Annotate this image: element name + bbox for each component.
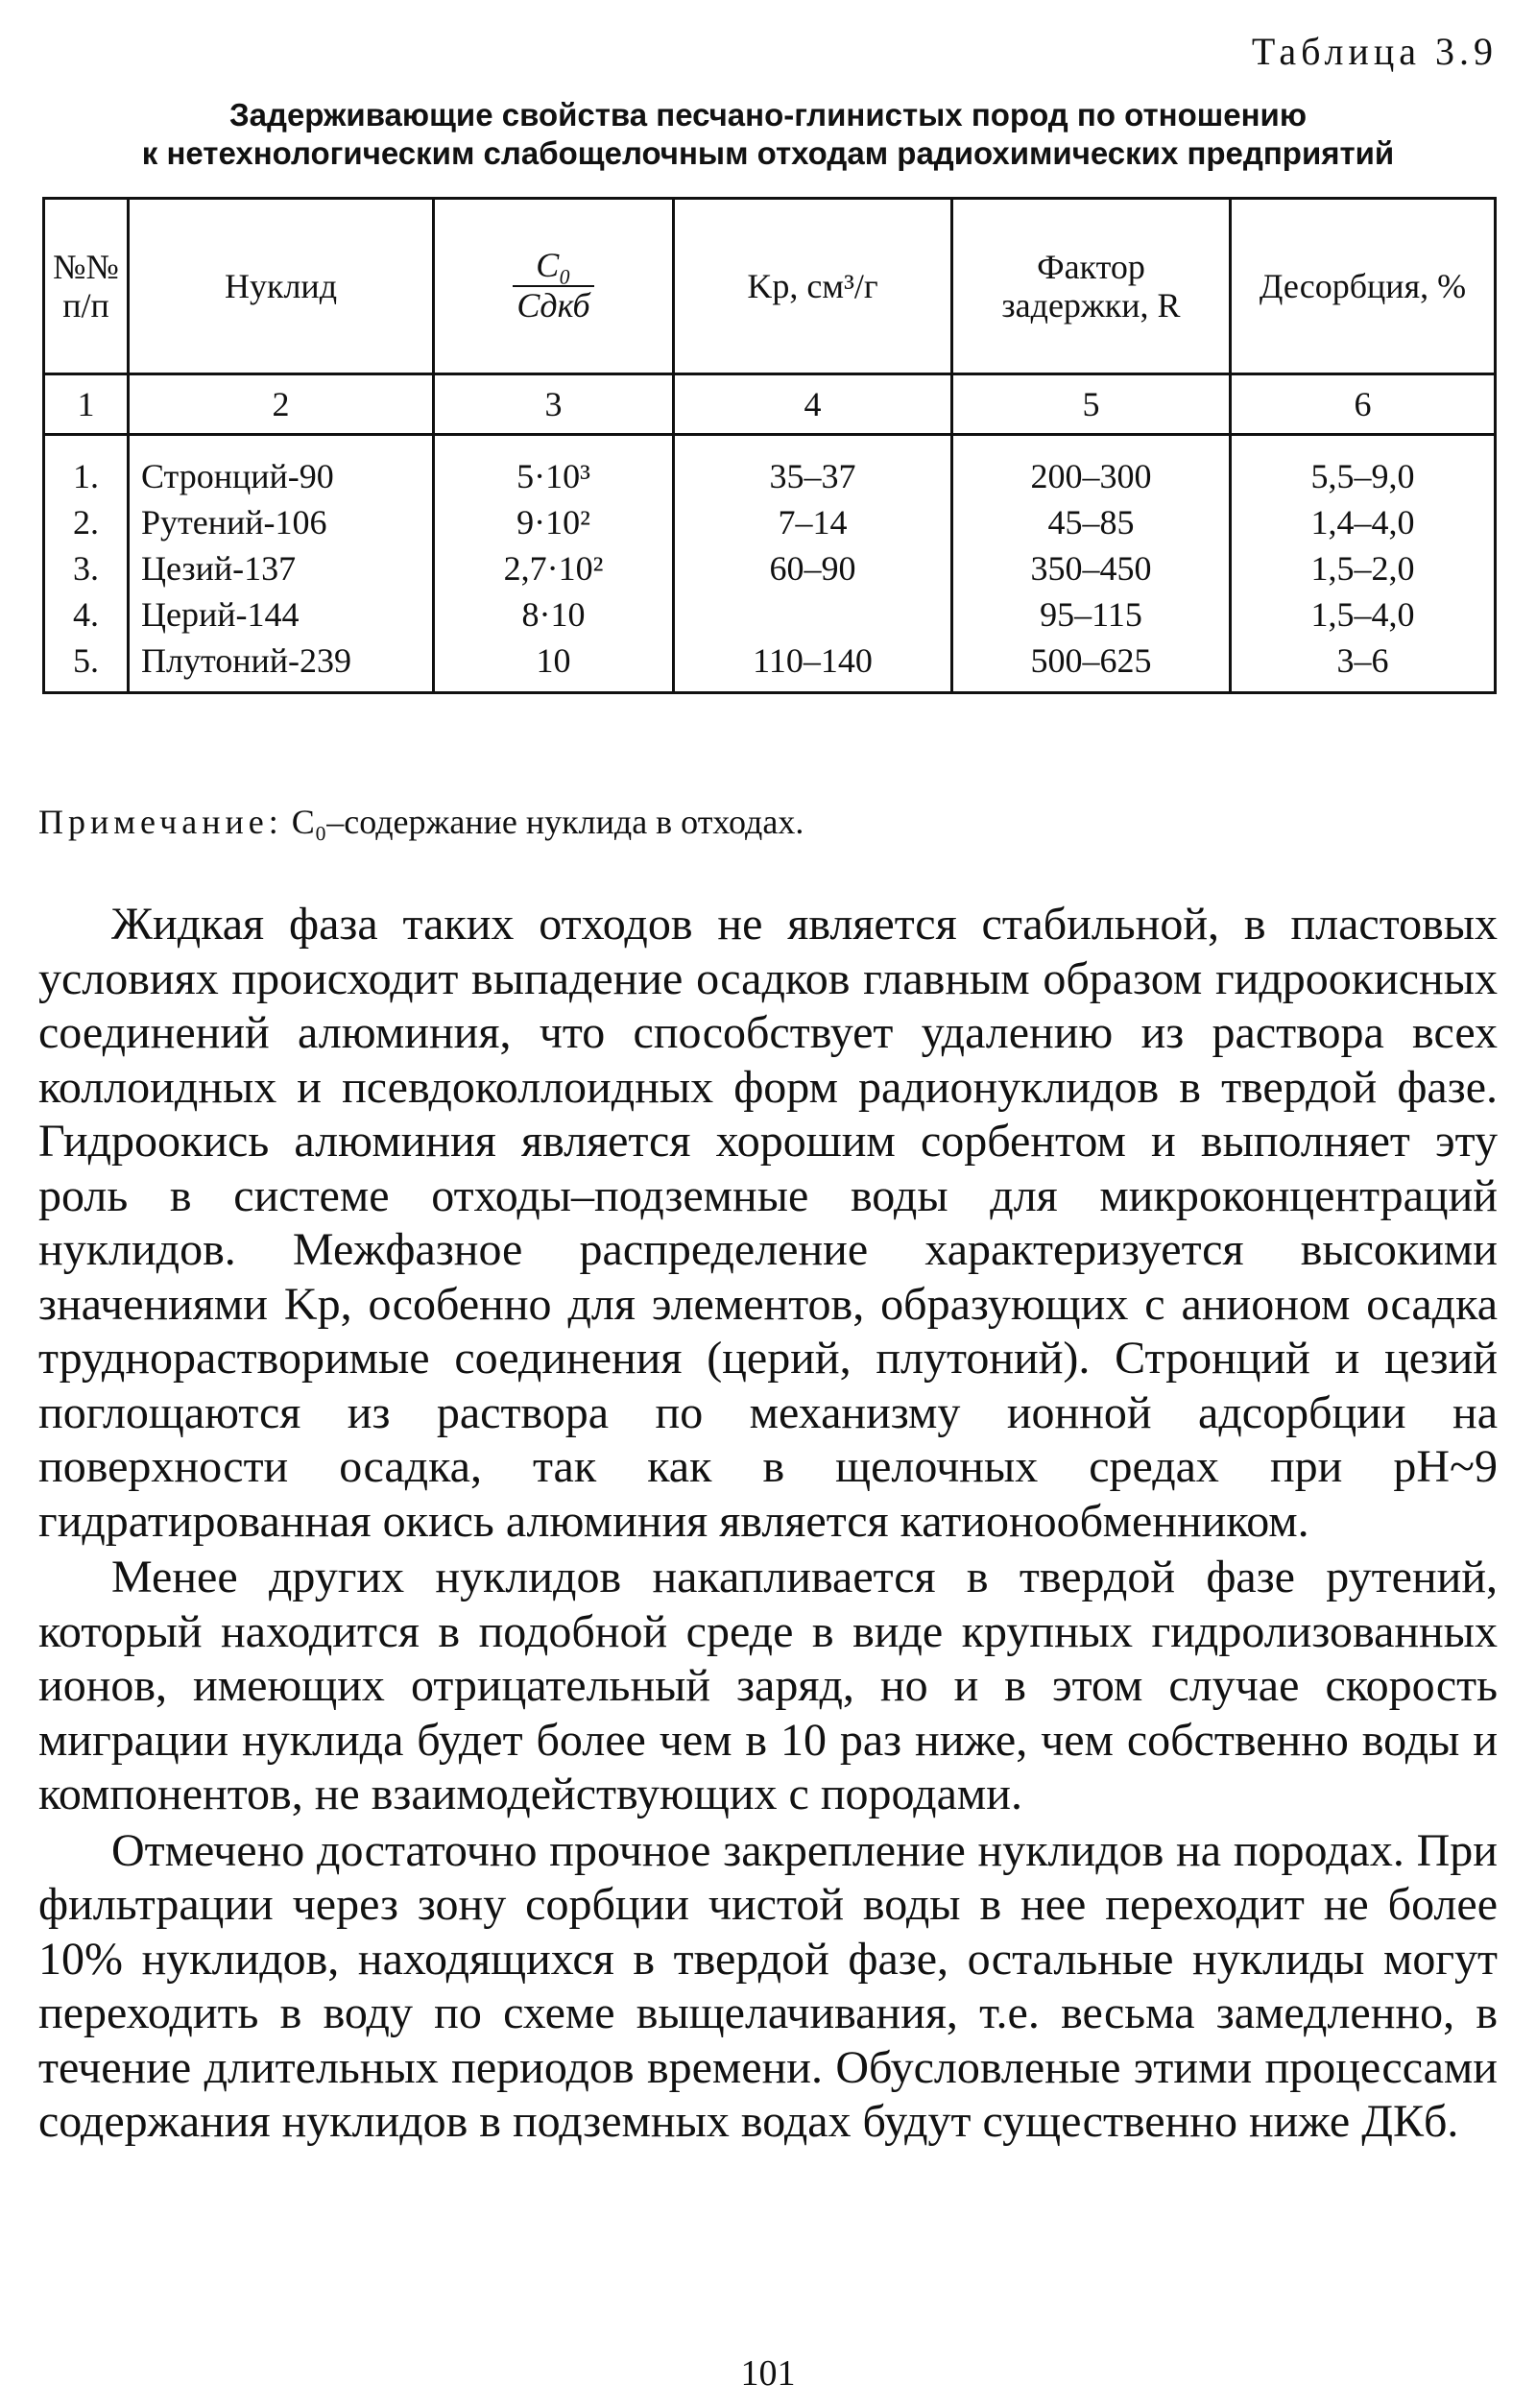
- note-text: C₀–содержание нуклида в отходах.: [291, 803, 804, 841]
- caption-line-2: к нетехнологическим слабощелочным отходам радиохимических предприятий: [141, 135, 1395, 171]
- paragraph: Менее других нуклидов накапливается в твердой фазе рутений, который находится в подобной среде в виде крупных гидролизованных ионов, имеющих отрицательный заряд, но и в этом случае скорость миграции нуклида будет более чем в 10 раз ниже, чем собственно воды и компонентов, не взаимодействующих с породами.: [38, 1552, 1498, 1819]
- retardation-value: 500–625: [952, 638, 1231, 693]
- desorption-value: 1,5–4,0: [1231, 591, 1496, 638]
- table-caption: [38, 96, 1498, 173]
- caption-line-1: Задерживающие свойства песчано-глинистых пород по отношению: [228, 97, 1308, 132]
- row-number: 2.: [44, 499, 129, 545]
- ratio-value: 9·10²: [434, 499, 674, 545]
- retardation-value: 350–450: [952, 545, 1231, 591]
- desorption-value: 1,4–4,0: [1231, 499, 1496, 545]
- ratio-value: 8·10: [434, 591, 674, 638]
- column-number: 4: [674, 374, 952, 435]
- col-header-num: №№ п/п: [44, 199, 129, 374]
- nuclide-name: Стронций-90: [129, 435, 434, 500]
- col-header-ratio: [434, 199, 674, 374]
- body-text: [38, 898, 1498, 2152]
- nuclide-name: Цезий-137: [129, 545, 434, 591]
- table-header-row: [44, 199, 1496, 374]
- desorption-value: 3–6: [1231, 638, 1496, 693]
- col-header-kp: Kр, см³/г: [674, 199, 952, 374]
- table-row: [44, 638, 1496, 693]
- retardation-value: 45–85: [952, 499, 1231, 545]
- page-number: 101: [740, 2353, 796, 2394]
- ratio-value: 10: [434, 638, 674, 693]
- col-header-retardation: Фактор задержки, R: [952, 199, 1231, 374]
- row-number: 3.: [44, 545, 129, 591]
- ratio-denominator: Cдкб: [516, 286, 590, 325]
- kp-value: 60–90: [674, 545, 952, 591]
- nuclide-name: Церий-144: [129, 591, 434, 638]
- retardation-value: 200–300: [952, 435, 1231, 500]
- kp-value: [674, 591, 952, 638]
- column-number-row: [44, 374, 1496, 435]
- col-header-nuclide: Нуклид: [129, 199, 434, 374]
- table-row: [44, 499, 1496, 545]
- table-label: Таблица 3.9: [1251, 30, 1498, 73]
- table-row: [44, 545, 1496, 591]
- ratio-fraction: [513, 247, 593, 325]
- column-number: 3: [434, 374, 674, 435]
- ratio-value: 5·10³: [434, 435, 674, 500]
- table-row: [44, 435, 1496, 500]
- kp-value: 7–14: [674, 499, 952, 545]
- kp-value: 110–140: [674, 638, 952, 693]
- column-number: 5: [952, 374, 1231, 435]
- ratio-numerator: C₀: [513, 247, 593, 287]
- column-number: 6: [1231, 374, 1496, 435]
- column-number: 2: [129, 374, 434, 435]
- row-number: 4.: [44, 591, 129, 638]
- nuclide-table: [42, 197, 1497, 694]
- nuclide-name: Рутений-106: [129, 499, 434, 545]
- note-label: Примечание:: [38, 803, 283, 841]
- nuclide-name: Плутоний-239: [129, 638, 434, 693]
- col-header-desorption: Десорбция, %: [1231, 199, 1496, 374]
- paragraph: Жидкая фаза таких отходов не является стабильной, в пластовых условиях происходит выпадение осадков главным образом гидроокисных соединений алюминия, что способствует удалению из раствора всех коллоидных и псевдоколлоидных форм радионуклидов в твердой фазе. Гидроокись алюминия является хорошим сорбентом и выполняет эту роль в системе отходы–подземные воды для микроконцентраций нуклидов. Межфазное распределение характеризуется высокими значениями Kр, особенно для элементов, образующих с анионом осадка труднорастворимые соединения (церий, плутоний). Стронций и цезий поглощаются из раствора по механизму ионной адсорбции на поверхности осадка, так как в щелочных средах при pH~9 гидратированная окись алюминия является катионообменником.: [38, 899, 1498, 1547]
- retardation-value: 95–115: [952, 591, 1231, 638]
- paragraph: Отмечено достаточно прочное закрепление нуклидов на породах. При фильтрации через зону сорбции чистой воды в нее переходит не более 10% нуклидов, находящихся в твердой фазе, остальные нуклиды могут переходить в воду по схеме выщелачивания, т.е. весьма замедленно, в течение длительных периодов времени. Обусловленые этими процессами содержания нуклидов в подземных водах будут существенно ниже ДКб.: [38, 1824, 1498, 2147]
- kp-value: 35–37: [674, 435, 952, 500]
- row-number: 5.: [44, 638, 129, 693]
- desorption-value: 1,5–2,0: [1231, 545, 1496, 591]
- ratio-value: 2,7·10²: [434, 545, 674, 591]
- row-number: 1.: [44, 435, 129, 500]
- desorption-value: 5,5–9,0: [1231, 435, 1496, 500]
- column-number: 1: [44, 374, 129, 435]
- table-row: [44, 591, 1496, 638]
- table-note: [38, 802, 804, 842]
